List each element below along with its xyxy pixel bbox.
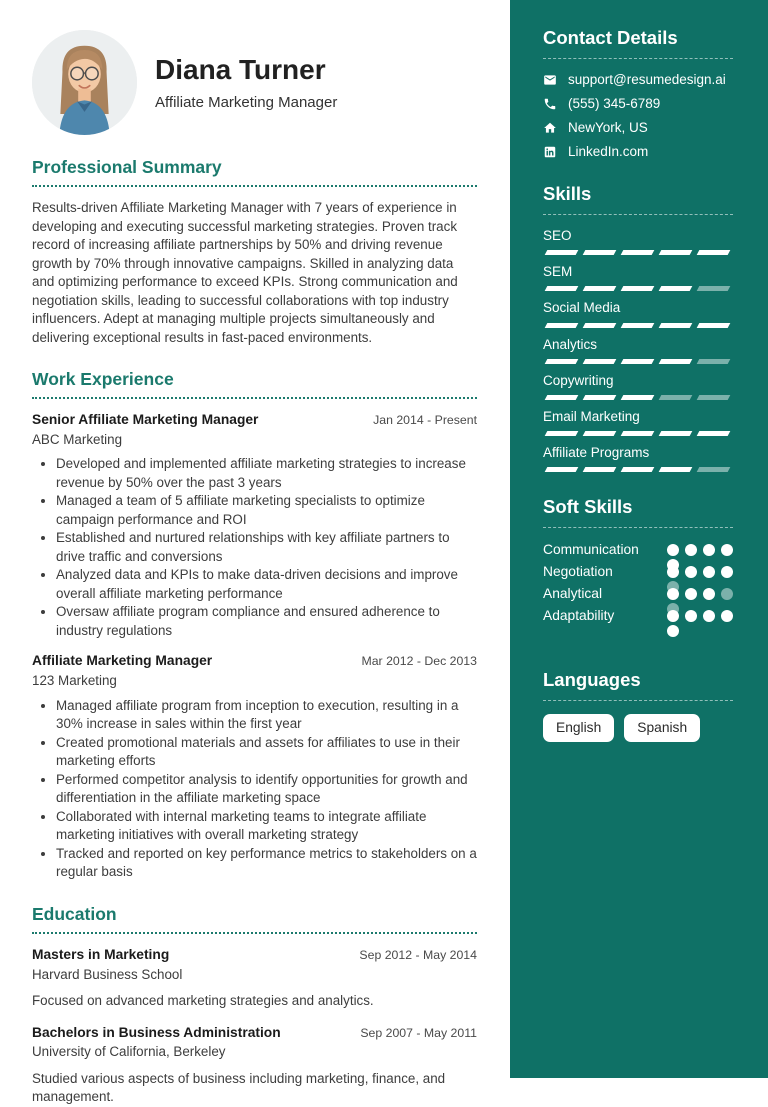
soft-skill-dot <box>667 588 679 600</box>
home-icon <box>543 121 557 135</box>
job-bullet: • Tracked and reported on key performance metrics to stakeholders on a regular basis <box>56 845 477 882</box>
name-block <box>155 54 337 110</box>
soft-skill-dot <box>685 610 697 622</box>
skill-level-bar <box>543 395 733 400</box>
summary-heading: Professional Summary <box>32 157 477 187</box>
skill-segment <box>583 467 617 472</box>
language-pill: English <box>543 714 614 742</box>
skill-segment <box>621 467 655 472</box>
email-icon <box>543 73 557 87</box>
soft-skill-dot <box>703 588 715 600</box>
soft-skill-dot <box>703 544 715 556</box>
skills-list <box>543 228 733 472</box>
work-experience-heading: Work Experience <box>32 369 477 399</box>
skill-segment <box>621 359 655 364</box>
education-heading: Education <box>32 904 477 934</box>
soft-skill-dots <box>667 610 733 622</box>
job-dates: Jan 2014 - Present <box>373 413 477 427</box>
soft-skill-dots <box>667 544 733 556</box>
skill-segment <box>583 359 617 364</box>
skill-level-bar <box>543 323 733 328</box>
skills-heading: Skills <box>543 183 733 215</box>
job-bullet: • Oversaw affiliate program compliance and ensured adherence to industry regulations <box>56 603 477 640</box>
soft-skill-item <box>543 585 733 607</box>
soft-skill-dot <box>667 625 679 637</box>
contact-item <box>543 120 733 135</box>
section-work-experience <box>32 369 477 882</box>
contact-item-text: LinkedIn.com <box>568 144 649 159</box>
skill-segment <box>697 323 731 328</box>
skill-segment <box>583 395 617 400</box>
job-company: 123 Marketing <box>32 673 117 689</box>
job-bullet: • Analyzed data and KPIs to make data-driven decisions and improve overall affiliate marketing performance <box>56 566 477 603</box>
education-description: Studied various aspects of business including marketing, finance, and management. <box>32 1070 446 1105</box>
contact-item-text: (555) 345-6789 <box>568 96 661 111</box>
job-entry <box>32 652 477 881</box>
skill-level-bar <box>543 431 733 436</box>
skill-segment <box>697 395 731 400</box>
job-bullet: • Developed and implemented affiliate marketing strategies to increase revenue by 50% over the past 3 years <box>56 455 477 492</box>
skill-item <box>543 445 733 472</box>
contact-item[interactable] <box>543 144 733 159</box>
skill-segment <box>659 323 693 328</box>
soft-skill-item <box>543 563 733 585</box>
education-dates: Sep 2007 - May 2011 <box>360 1025 477 1040</box>
degree-title: Masters in Marketing <box>32 946 170 962</box>
soft-skill-dots <box>667 588 733 600</box>
soft-skill-dot <box>721 588 733 600</box>
contact-item[interactable] <box>543 72 733 87</box>
soft-skill-dot <box>667 566 679 578</box>
jobs-list <box>32 411 477 882</box>
skill-segment <box>659 467 693 472</box>
soft-skill-dot <box>685 566 697 578</box>
skill-item <box>543 337 733 364</box>
skill-name: Analytics <box>543 336 598 352</box>
contact-item-text: NewYork, US <box>568 120 648 135</box>
job-entry-header <box>32 411 477 429</box>
skill-segment <box>697 359 731 364</box>
skill-segment <box>697 286 731 291</box>
soft-skill-dot <box>685 544 697 556</box>
skill-level-bar <box>543 467 733 472</box>
skill-segment <box>583 323 617 328</box>
soft-skills-list <box>543 541 733 645</box>
section-professional-summary <box>32 157 477 347</box>
degree-title: Bachelors in Business Administration <box>32 1024 281 1040</box>
skill-level-bar <box>543 286 733 291</box>
soft-skill-dot <box>703 566 715 578</box>
soft-skill-item <box>543 541 733 563</box>
soft-skill-name: Communication <box>543 542 639 558</box>
skill-item <box>543 373 733 400</box>
linkedin-icon <box>543 145 557 159</box>
skill-segment <box>545 431 579 436</box>
skill-segment <box>545 286 579 291</box>
skill-segment <box>545 467 579 472</box>
profile-photo-illustration <box>32 30 137 135</box>
education-entry <box>32 946 477 1011</box>
languages-list <box>543 714 733 742</box>
skill-name: Copywriting <box>543 372 614 388</box>
soft-skills-heading: Soft Skills <box>543 496 733 528</box>
soft-skill-item <box>543 607 733 629</box>
skill-name: SEO <box>543 228 572 243</box>
education-entry-header <box>32 946 477 964</box>
sidebar <box>510 0 768 1078</box>
skill-segment <box>621 250 655 255</box>
skill-segment <box>545 395 579 400</box>
resume-header <box>32 30 477 135</box>
contact-item[interactable] <box>543 96 733 111</box>
skill-segment <box>545 323 579 328</box>
skill-segment <box>621 286 655 291</box>
job-entry-header <box>32 652 477 670</box>
education-list <box>32 946 477 1107</box>
skill-segment <box>659 286 693 291</box>
job-bullet-list <box>32 697 477 882</box>
job-bullet: • Created promotional materials and assets for affiliates to use in their marketing efforts <box>56 734 477 771</box>
soft-skill-name: Analytical <box>543 586 603 602</box>
skill-segment <box>583 250 617 255</box>
job-bullet: • Established and nurtured relationships with key affiliate partners to drive traffic and conversions <box>56 529 477 566</box>
candidate-job-title: Affiliate Marketing Manager <box>155 93 338 111</box>
skill-name: Social Media <box>543 300 621 316</box>
languages-heading: Languages <box>543 669 733 701</box>
skill-item <box>543 300 733 327</box>
soft-skill-dot <box>667 610 679 622</box>
contact-item-text: support@resumedesign.ai <box>568 72 726 87</box>
soft-skill-dots <box>667 566 733 578</box>
skill-segment <box>583 431 617 436</box>
candidate-name: Diana Turner <box>155 54 326 86</box>
skill-segment <box>697 250 731 255</box>
skill-name: SEM <box>543 264 573 280</box>
skill-item <box>543 264 733 291</box>
job-title: Affiliate Marketing Manager <box>32 653 213 669</box>
job-bullet: • Managed affiliate program from inception to execution, resulting in a 30% increase in sales within the first year <box>56 697 477 734</box>
section-contact-details <box>543 27 733 159</box>
section-education <box>32 904 477 1107</box>
section-soft-skills <box>543 496 733 645</box>
contact-details-heading: Contact Details <box>543 27 733 59</box>
summary-text: Results-driven Affiliate Marketing Manager with 7 years of experience in developing and executing successful marketing strategies. Proven track record of increasing affiliate partnerships by 50% and driving revenue growth by 70% through innovative campaigns. Skilled in analyzing data and optimizing performance to exceed KPIs. Strong communication and negotiation skills, leading to successful collaborations with top industry influencers. Adept at managing multiple projects simultaneously and delivering exceptional results in fast-paced environments. <box>32 200 458 345</box>
section-languages <box>543 669 733 742</box>
job-bullet: • Collaborated with internal marketing teams to integrate affiliate marketing initiatives with overall marketing strategy <box>56 808 477 845</box>
skill-segment <box>659 395 693 400</box>
skill-segment <box>697 431 731 436</box>
job-bullet: • Managed a team of 5 affiliate marketing specialists to optimize campaign performance and ROI <box>56 492 477 529</box>
skill-level-bar <box>543 250 733 255</box>
education-dates: Sep 2012 - May 2014 <box>359 947 477 962</box>
skill-segment <box>659 250 693 255</box>
education-entry <box>32 1024 477 1107</box>
soft-skill-dot <box>721 566 733 578</box>
job-entry <box>32 411 477 640</box>
skill-segment <box>621 395 655 400</box>
job-company: ABC Marketing <box>32 431 123 447</box>
soft-skill-name: Adaptability <box>543 608 615 624</box>
section-skills <box>543 183 733 472</box>
school-name: Harvard Business School <box>32 966 183 982</box>
skill-name: Email Marketing <box>543 408 640 424</box>
soft-skill-name: Negotiation <box>543 564 613 580</box>
soft-skill-dot <box>721 544 733 556</box>
skill-name: Affiliate Programs <box>543 445 650 461</box>
skill-segment <box>659 359 693 364</box>
education-description: Focused on advanced marketing strategies and analytics. <box>32 993 374 1009</box>
skill-segment <box>545 250 579 255</box>
skill-item <box>543 409 733 436</box>
profile-photo <box>32 30 137 135</box>
job-bullet-list <box>32 455 477 640</box>
soft-skill-dot <box>667 544 679 556</box>
contact-list <box>543 72 733 159</box>
skill-segment <box>697 467 731 472</box>
phone-icon <box>543 97 557 111</box>
job-bullet: • Performed competitor analysis to identify opportunities for growth and differentiation in the affiliate marketing space <box>56 771 477 808</box>
job-dates: Mar 2012 - Dec 2013 <box>361 654 477 669</box>
school-name: University of California, Berkeley <box>32 1044 226 1060</box>
soft-skill-dot <box>703 610 715 622</box>
skill-item <box>543 228 733 255</box>
skill-segment <box>545 359 579 364</box>
education-entry-header <box>32 1024 477 1042</box>
job-title: Senior Affiliate Marketing Manager <box>32 412 259 427</box>
skill-segment <box>659 431 693 436</box>
soft-skill-dot <box>685 588 697 600</box>
skill-segment <box>621 431 655 436</box>
soft-skill-dot <box>721 610 733 622</box>
skill-segment <box>583 286 617 291</box>
language-pill: Spanish <box>624 714 700 742</box>
skill-segment <box>621 323 655 328</box>
skill-level-bar <box>543 359 733 364</box>
